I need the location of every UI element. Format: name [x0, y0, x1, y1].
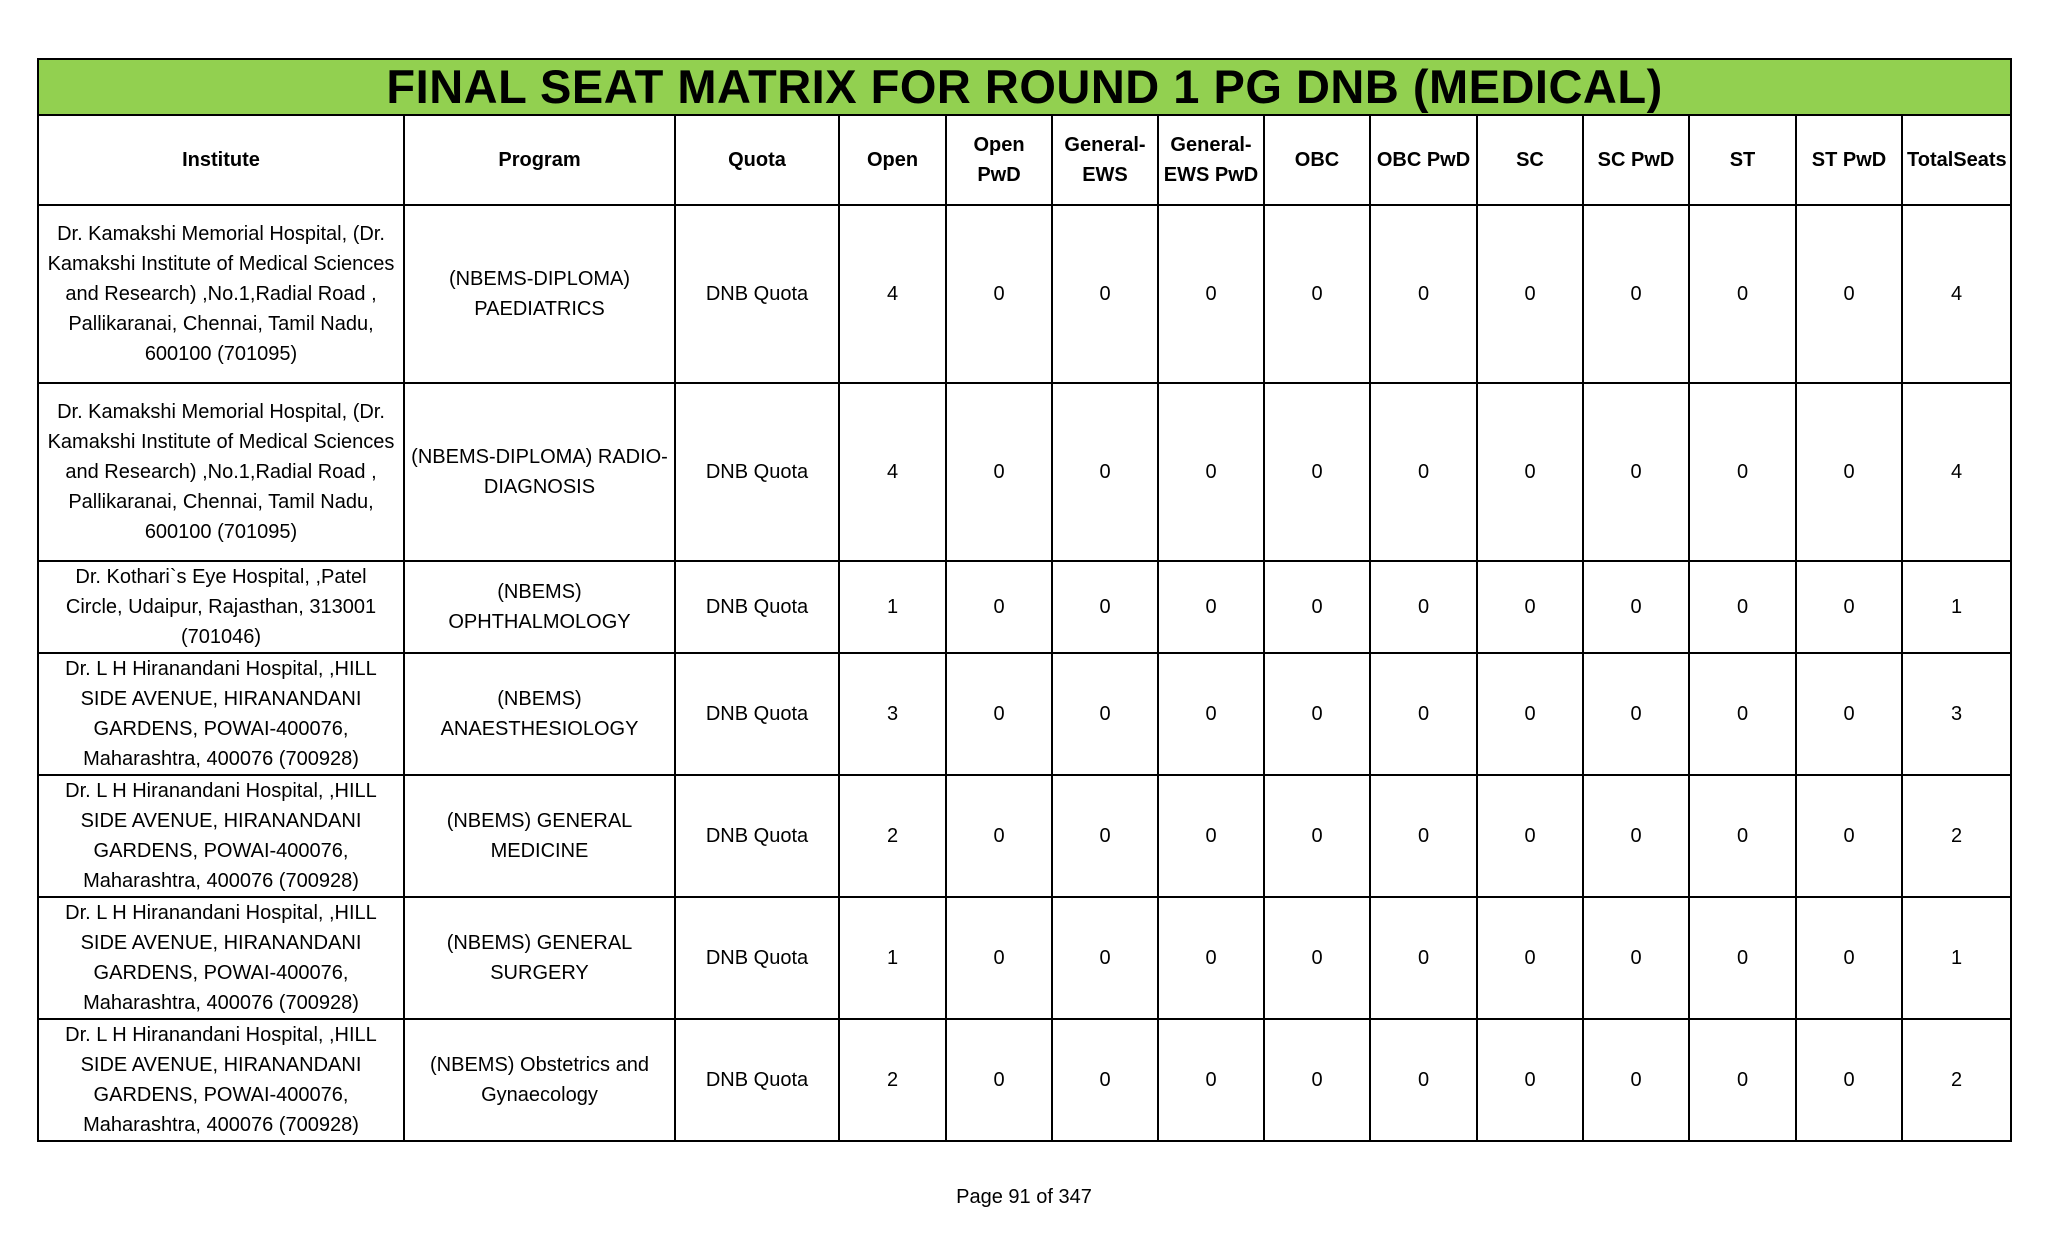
cell-program: (NBEMS) GENERAL SURGERY	[404, 897, 675, 1019]
cell-obc-pwd: 0	[1370, 383, 1477, 561]
cell-sc-pwd: 0	[1583, 775, 1689, 897]
cell-quota: DNB Quota	[675, 653, 839, 775]
column-header-program: Program	[404, 115, 675, 205]
cell-obc: 0	[1264, 897, 1370, 1019]
cell-institute: Dr. L H Hiranandani Hospital, ,HILL SIDE AVENUE, HIRANANDANI GARDENS, POWAI-400076, Maharashtra, 400076 (700928)	[38, 897, 404, 1019]
cell-st: 0	[1689, 1019, 1796, 1141]
cell-sc-pwd: 0	[1583, 897, 1689, 1019]
cell-general-ews: 0	[1052, 653, 1158, 775]
cell-sc-pwd: 0	[1583, 561, 1689, 653]
cell-obc: 0	[1264, 383, 1370, 561]
column-header-open: Open	[839, 115, 946, 205]
cell-sc: 0	[1477, 653, 1583, 775]
cell-total-seats: 1	[1902, 897, 2011, 1019]
cell-open-pwd: 0	[946, 897, 1052, 1019]
cell-general-ews-pwd: 0	[1158, 561, 1264, 653]
cell-obc-pwd: 0	[1370, 897, 1477, 1019]
cell-open: 2	[839, 1019, 946, 1141]
table-row	[38, 775, 2011, 897]
cell-general-ews: 0	[1052, 1019, 1158, 1141]
cell-program: (NBEMS-DIPLOMA) PAEDIATRICS	[404, 205, 675, 383]
cell-institute: Dr. L H Hiranandani Hospital, ,HILL SIDE AVENUE, HIRANANDANI GARDENS, POWAI-400076, Maharashtra, 400076 (700928)	[38, 775, 404, 897]
cell-obc: 0	[1264, 1019, 1370, 1141]
cell-general-ews-pwd: 0	[1158, 383, 1264, 561]
cell-st: 0	[1689, 775, 1796, 897]
cell-program: (NBEMS) OPHTHALMOLOGY	[404, 561, 675, 653]
header-row	[38, 115, 2011, 205]
cell-general-ews: 0	[1052, 561, 1158, 653]
cell-sc: 0	[1477, 561, 1583, 653]
column-header-institute: Institute	[38, 115, 404, 205]
cell-general-ews: 0	[1052, 775, 1158, 897]
table-row	[38, 205, 2011, 383]
cell-obc-pwd: 0	[1370, 1019, 1477, 1141]
cell-total-seats: 3	[1902, 653, 2011, 775]
column-header-st: ST	[1689, 115, 1796, 205]
cell-quota: DNB Quota	[675, 897, 839, 1019]
cell-obc-pwd: 0	[1370, 775, 1477, 897]
cell-program: (NBEMS) Obstetrics and Gynaecology	[404, 1019, 675, 1141]
cell-obc-pwd: 0	[1370, 205, 1477, 383]
page-number-footer: Page 91 of 347	[956, 1186, 1092, 1208]
cell-st-pwd: 0	[1796, 653, 1902, 775]
cell-obc-pwd: 0	[1370, 653, 1477, 775]
cell-institute: Dr. L H Hiranandani Hospital, ,HILL SIDE AVENUE, HIRANANDANI GARDENS, POWAI-400076, Maharashtra, 400076 (700928)	[38, 653, 404, 775]
table-row	[38, 383, 2011, 561]
cell-open-pwd: 0	[946, 775, 1052, 897]
cell-institute: Dr. L H Hiranandani Hospital, ,HILL SIDE AVENUE, HIRANANDANI GARDENS, POWAI-400076, Maharashtra, 400076 (700928)	[38, 1019, 404, 1141]
cell-quota: DNB Quota	[675, 561, 839, 653]
cell-st: 0	[1689, 205, 1796, 383]
cell-sc: 0	[1477, 383, 1583, 561]
page-title: FINAL SEAT MATRIX FOR ROUND 1 PG DNB (MEDICAL)	[386, 60, 1663, 113]
cell-open: 1	[839, 561, 946, 653]
cell-quota: DNB Quota	[675, 205, 839, 383]
cell-sc-pwd: 0	[1583, 205, 1689, 383]
column-header-sc: SC	[1477, 115, 1583, 205]
cell-st-pwd: 0	[1796, 561, 1902, 653]
cell-open-pwd: 0	[946, 383, 1052, 561]
cell-st-pwd: 0	[1796, 383, 1902, 561]
cell-general-ews: 0	[1052, 205, 1158, 383]
column-header-quota: Quota	[675, 115, 839, 205]
cell-obc: 0	[1264, 205, 1370, 383]
cell-general-ews-pwd: 0	[1158, 653, 1264, 775]
cell-st-pwd: 0	[1796, 775, 1902, 897]
table-row	[38, 653, 2011, 775]
seat-matrix-table	[37, 58, 2012, 1142]
cell-open: 3	[839, 653, 946, 775]
cell-general-ews-pwd: 0	[1158, 775, 1264, 897]
cell-st-pwd: 0	[1796, 897, 1902, 1019]
cell-sc: 0	[1477, 775, 1583, 897]
cell-total-seats: 2	[1902, 775, 2011, 897]
cell-program: (NBEMS-DIPLOMA) RADIO-DIAGNOSIS	[404, 383, 675, 561]
cell-st-pwd: 0	[1796, 205, 1902, 383]
column-header-obc-pwd: OBC PwD	[1370, 115, 1477, 205]
cell-sc: 0	[1477, 897, 1583, 1019]
column-header-general-ews: General-EWS	[1052, 115, 1158, 205]
cell-open: 4	[839, 383, 946, 561]
cell-institute: Dr. Kothari`s Eye Hospital, ,Patel Circle, Udaipur, Rajasthan, 313001 (701046)	[38, 561, 404, 653]
table-title-cell	[38, 59, 2011, 115]
column-header-sc-pwd: SC PwD	[1583, 115, 1689, 205]
cell-program: (NBEMS) ANAESTHESIOLOGY	[404, 653, 675, 775]
cell-institute: Dr. Kamakshi Memorial Hospital, (Dr. Kamakshi Institute of Medical Sciences and Research) ,No.1,Radial Road , Pallikaranai, Chennai, Tamil Nadu, 600100 (701095)	[38, 205, 404, 383]
cell-st: 0	[1689, 897, 1796, 1019]
cell-quota: DNB Quota	[675, 1019, 839, 1141]
cell-program: (NBEMS) GENERAL MEDICINE	[404, 775, 675, 897]
cell-open-pwd: 0	[946, 561, 1052, 653]
cell-sc-pwd: 0	[1583, 1019, 1689, 1141]
cell-open: 4	[839, 205, 946, 383]
cell-general-ews-pwd: 0	[1158, 897, 1264, 1019]
cell-general-ews-pwd: 0	[1158, 205, 1264, 383]
cell-sc: 0	[1477, 1019, 1583, 1141]
cell-general-ews: 0	[1052, 383, 1158, 561]
cell-total-seats: 2	[1902, 1019, 2011, 1141]
column-header-st-pwd: ST PwD	[1796, 115, 1902, 205]
cell-total-seats: 1	[1902, 561, 2011, 653]
cell-open: 1	[839, 897, 946, 1019]
cell-quota: DNB Quota	[675, 775, 839, 897]
column-header-general-ews-pwd: General-EWS PwD	[1158, 115, 1264, 205]
seat-matrix-sheet	[37, 58, 2010, 1142]
column-header-obc: OBC	[1264, 115, 1370, 205]
cell-obc-pwd: 0	[1370, 561, 1477, 653]
cell-st: 0	[1689, 383, 1796, 561]
cell-general-ews: 0	[1052, 897, 1158, 1019]
cell-st: 0	[1689, 653, 1796, 775]
cell-open: 2	[839, 775, 946, 897]
cell-sc-pwd: 0	[1583, 653, 1689, 775]
cell-open-pwd: 0	[946, 1019, 1052, 1141]
table-row	[38, 561, 2011, 653]
cell-sc-pwd: 0	[1583, 383, 1689, 561]
column-header-total-seats: TotalSeats	[1902, 115, 2011, 205]
cell-open-pwd: 0	[946, 653, 1052, 775]
cell-obc: 0	[1264, 653, 1370, 775]
table-row	[38, 897, 2011, 1019]
cell-total-seats: 4	[1902, 205, 2011, 383]
cell-open-pwd: 0	[946, 205, 1052, 383]
table-row	[38, 1019, 2011, 1141]
cell-general-ews-pwd: 0	[1158, 1019, 1264, 1141]
cell-st: 0	[1689, 561, 1796, 653]
cell-sc: 0	[1477, 205, 1583, 383]
cell-total-seats: 4	[1902, 383, 2011, 561]
cell-institute: Dr. Kamakshi Memorial Hospital, (Dr. Kamakshi Institute of Medical Sciences and Research) ,No.1,Radial Road , Pallikaranai, Chennai, Tamil Nadu, 600100 (701095)	[38, 383, 404, 561]
cell-obc: 0	[1264, 561, 1370, 653]
cell-st-pwd: 0	[1796, 1019, 1902, 1141]
cell-quota: DNB Quota	[675, 383, 839, 561]
cell-obc: 0	[1264, 775, 1370, 897]
column-header-open-pwd: Open PwD	[946, 115, 1052, 205]
